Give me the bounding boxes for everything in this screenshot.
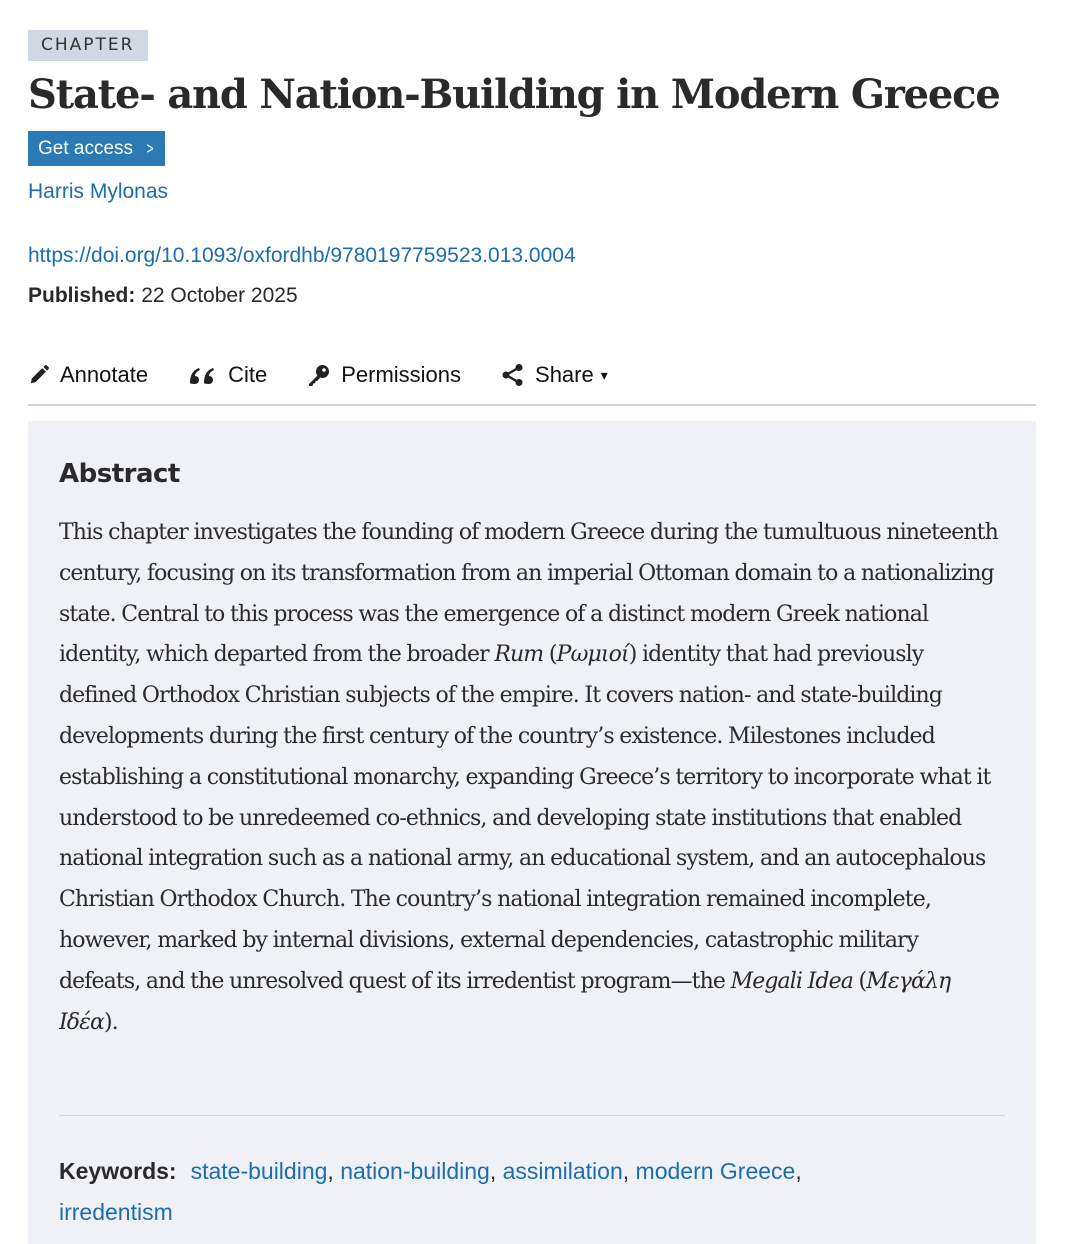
abstract-italic-rum: Rum: [494, 642, 544, 668]
page-title: State- and Nation-Building in Modern Greece: [28, 71, 1000, 118]
author-link[interactable]: Harris Mylonas: [28, 180, 169, 203]
published-label: Published:: [28, 284, 136, 307]
share-label: Share: [535, 362, 594, 387]
caret-down-icon: ▾: [600, 366, 608, 383]
abstract-greek-romioi: Ρωμιοί: [556, 642, 629, 668]
chevron-right-icon: >: [146, 138, 154, 158]
quote-icon: [188, 365, 218, 385]
get-access-button[interactable]: [28, 131, 165, 166]
pencil-icon: [28, 364, 50, 386]
abstract-italic-megali-idea: Megali Idea: [730, 968, 853, 994]
abstract-section: [28, 421, 1036, 1244]
permissions-label: Permissions: [341, 362, 462, 387]
abstract-greek-megali-idea: Μεγάλη Ιδέα: [59, 968, 951, 1035]
abstract-text: [59, 513, 1005, 1043]
keywords: [59, 1151, 959, 1233]
annotate-label: Annotate: [60, 362, 149, 387]
chapter-header: [28, 30, 1036, 406]
keyword-link[interactable]: modern Greece: [635, 1158, 796, 1184]
cite-label: Cite: [228, 362, 268, 387]
abstract-heading: Abstract: [59, 459, 180, 489]
abstract-text-part: (: [543, 642, 557, 668]
permissions-button[interactable]: [307, 362, 461, 388]
keyword-separator: ,: [489, 1158, 503, 1184]
published-value: 22 October 2025: [141, 284, 298, 307]
article-toolbar: [28, 358, 1036, 406]
key-icon: [307, 363, 331, 387]
abstract-text-part: (: [852, 968, 867, 994]
get-access-label: Get access: [38, 137, 134, 159]
keyword-link[interactable]: irredentism: [59, 1199, 173, 1225]
share-icon: [501, 363, 525, 387]
keyword-separator: ,: [327, 1158, 341, 1184]
keywords-label: Keywords:: [59, 1158, 177, 1184]
keyword-link[interactable]: assimilation: [502, 1158, 623, 1184]
keywords-divider: [59, 1115, 1005, 1116]
share-button[interactable]: [501, 362, 608, 388]
cite-button[interactable]: [188, 362, 267, 388]
published-date: [28, 282, 1036, 310]
keyword-link[interactable]: state-building: [190, 1158, 328, 1184]
annotate-button[interactable]: [28, 362, 148, 388]
keyword-separator: ,: [795, 1158, 802, 1184]
chapter-badge: CHAPTER: [28, 30, 148, 61]
doi-link[interactable]: https://doi.org/10.1093/oxfordhb/9780197759523.013.0004: [28, 244, 576, 267]
abstract-text-part: ).: [104, 1009, 118, 1035]
abstract-text-part: This chapter investigates the founding of modern Greece during the tumultuous nineteenth century, focusing on its transformation from an imperial Ottoman domain to a nationalizing state. Central to this process was the emergence of a distinct modern Greek national identity, which departed from the broader: [59, 520, 998, 668]
abstract-text-part: ) identity that had previously defined Orthodox Christian subjects of the empire. It covers nation- and state-building developments during the first century of the country’s existence. Milestones included establishing a constitutional monarchy, expanding Greece’s territory to incorporate what it understood to be unredeemed co-ethnics, and developing state institutions that enabled national integration such as a national army, an educational system, and an autocephalous Christian Orthodox Church. The country’s national integration remained incomplete, however, marked by internal divisions, external dependencies, catastrophic military defeats, and the unresolved quest of its irredentist program—the: [59, 642, 991, 994]
keyword-separator: ,: [622, 1158, 636, 1184]
keyword-link[interactable]: nation-building: [340, 1158, 490, 1184]
